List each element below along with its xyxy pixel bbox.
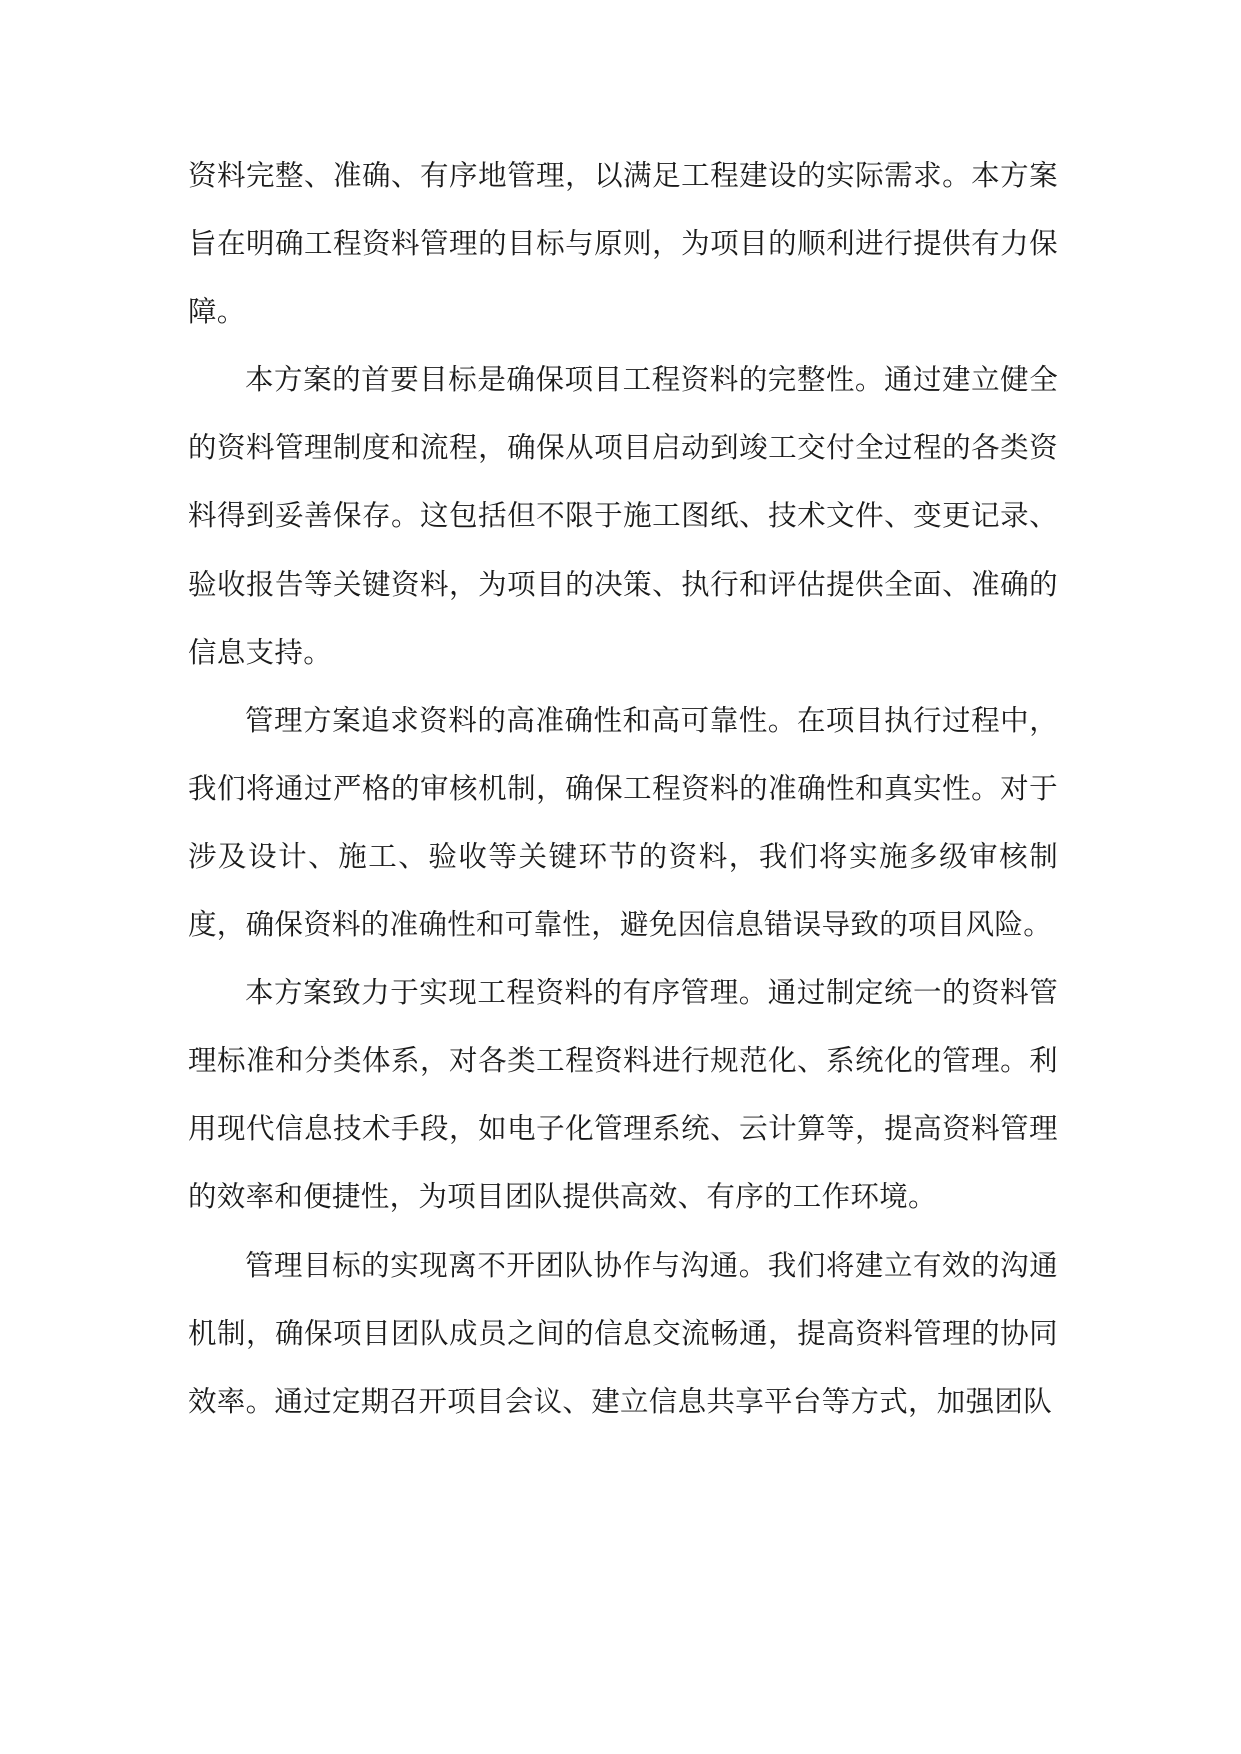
paragraph-3: 管理方案追求资料的高准确性和高可靠性。在项目执行过程中，我们将通过严格的审核机制，确保工程资料的准确性和真实性。对于涉及设计、施工、验收等关键环节的资料，我们将实施多级审核制度，确保资料的准确性和可靠性，避免因信息错误导致的项目风险。 — [188, 703, 1058, 942]
paragraph-2: 本方案的首要目标是确保项目工程资料的完整性。通过建立健全的资料管理制度和流程，确保从项目启动到竣工交付全过程的各类资料得到妥善保存。这包括但不限于施工图纸、技术文件、变更记录、验收报告等关键资料，为项目的决策、执行和评估提供全面、准确的信息支持。 — [188, 363, 1058, 669]
paragraph-5: 管理目标的实现离不开团队协作与沟通。我们将建立有效的沟通机制，确保项目团队成员之间的信息交流畅通，提高资料管理的协同效率。通过定期召开项目会议、建立信息共享平台等方式，加强团队 — [188, 1248, 1058, 1418]
paragraph-4: 本方案致力于实现工程资料的有序管理。通过制定统一的资料管理标准和分类体系，对各类工程资料进行规范化、系统化的管理。利用现代信息技术手段，如电子化管理系统、云计算等，提高资料管理的效率和便捷性，为项目团队提供高效、有序的工作环境。 — [188, 976, 1058, 1214]
paragraph-1: 资料完整、准确、有序地管理，以满足工程建设的实际需求。本方案旨在明确工程资料管理的目标与原则，为项目的顺利进行提供有力保障。 — [188, 159, 1058, 329]
document-body — [188, 142, 1058, 1436]
